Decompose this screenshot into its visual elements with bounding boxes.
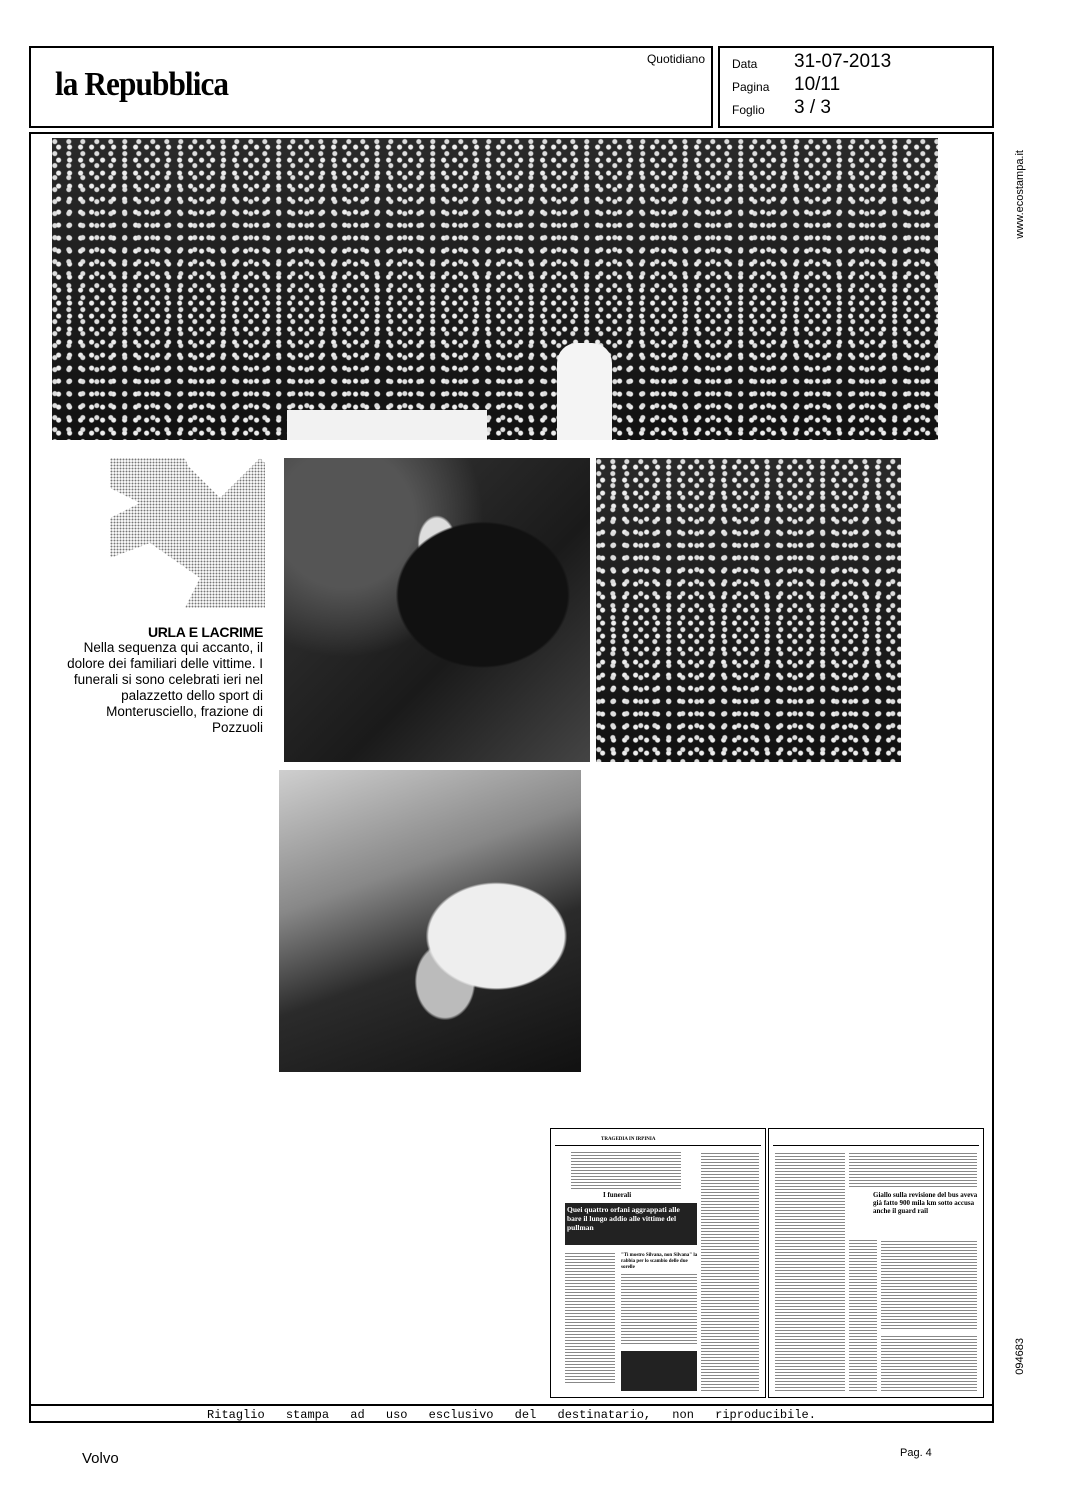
meta-label: Pagina xyxy=(732,80,770,94)
mourners-crowd-photo xyxy=(596,458,901,762)
side-code xyxy=(1000,1338,1026,1408)
side-url xyxy=(1000,150,1026,260)
thumb-text-column xyxy=(621,1274,697,1344)
caption-body: Nella sequenza qui accanto, il dolore dei familiari delle vittime. I funerali si sono celebrati ieri nel palazzetto dello sport di Monterusciello, frazione di Pozzuoli xyxy=(67,640,263,735)
thumb-photo xyxy=(701,1151,759,1391)
arrow-graphic-icon xyxy=(110,458,265,608)
client-name: Volvo xyxy=(82,1450,119,1467)
rule xyxy=(773,1145,979,1146)
meta-value: 3 / 3 xyxy=(794,97,831,118)
side-code-text: 094683 xyxy=(1014,1338,1026,1375)
side-url-text: www.ecostampa.it xyxy=(1014,150,1026,239)
meta-value: 10/11 xyxy=(794,74,841,95)
thumb-photo xyxy=(775,1151,845,1391)
disclaimer: Ritaglio stampa ad uso esclusivo del destinatario, non riproducibile. xyxy=(31,1404,992,1422)
thumb-subhead: "Ti mostro Silvana, non Silvana" la rabbia per lo scambio delle due sorelle xyxy=(621,1253,698,1270)
thumb-kicker: TRAGEDIA IN IRPINIA xyxy=(601,1137,656,1142)
photo-caption xyxy=(60,624,263,736)
thumb-text-column xyxy=(565,1253,615,1383)
thumb-box xyxy=(621,1351,697,1391)
page-thumbnail-right xyxy=(768,1128,984,1398)
masthead: la Repubblica xyxy=(55,66,229,103)
thumb-diagram xyxy=(881,1239,977,1329)
caption-title: URLA E LACRIME xyxy=(147,624,263,640)
thumb-headline: Giallo sulla revisione del bus aveva già fatto 900 mila km sotto accusa anche il guard rail xyxy=(873,1191,978,1215)
header-meta-box xyxy=(718,46,994,128)
meta-value: 31-07-2013 xyxy=(794,51,892,72)
thumb-headline: Quei quattro orfani aggrappati alle bare il lungo addio alle vittime del pullman xyxy=(567,1205,680,1232)
header-masthead-box xyxy=(29,46,713,128)
rule xyxy=(555,1145,761,1146)
altar xyxy=(287,410,487,440)
thumb-photo xyxy=(849,1151,977,1187)
thumb-text-column xyxy=(849,1239,877,1391)
grieving-family-photo xyxy=(284,458,590,762)
publication-type: Quotidiano xyxy=(646,52,705,66)
page-number: Pag. 4 xyxy=(900,1447,932,1459)
thumb-section: I funerali xyxy=(603,1191,632,1199)
priest-figure xyxy=(557,343,612,440)
coffin-embrace-photo xyxy=(279,770,581,1072)
meta-label: Foglio xyxy=(732,103,765,117)
thumb-photo xyxy=(571,1151,681,1189)
meta-label: Data xyxy=(732,57,758,71)
thumb-text-column xyxy=(881,1335,977,1391)
funeral-crowd-photo xyxy=(52,138,938,440)
page-thumbnail-left xyxy=(550,1128,766,1398)
